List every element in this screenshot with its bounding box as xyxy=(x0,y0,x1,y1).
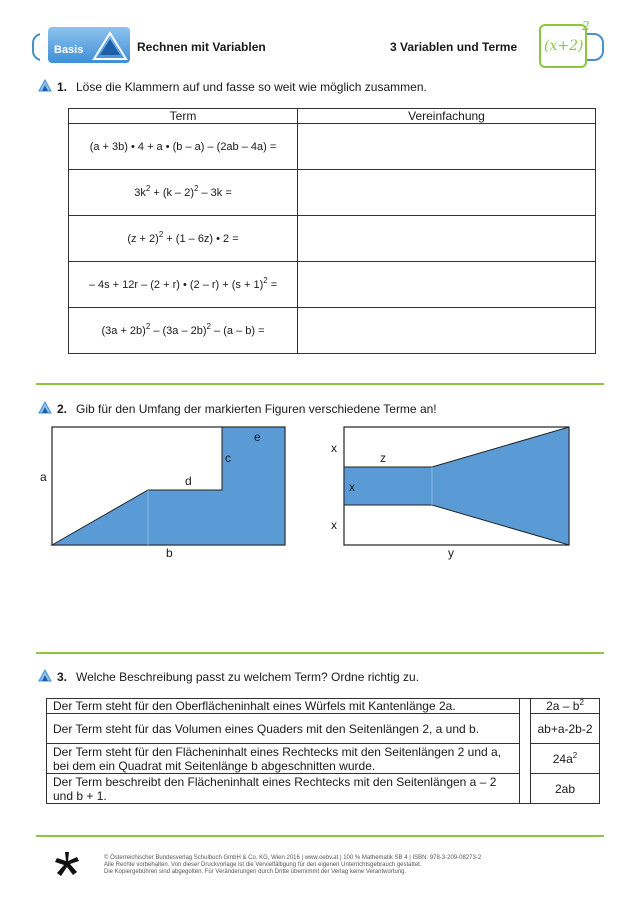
fig2-label-x-top: x xyxy=(331,441,337,455)
table-row xyxy=(69,216,596,262)
description-cell: Der Term steht für den Flächeninhalt eines Rechtecks mit den Seitenlängen 2 und a, bei dem ein Quadrat mit Seitenlänge b abgeschnitten wurde. xyxy=(47,744,520,774)
table-row xyxy=(69,262,596,308)
table-row xyxy=(47,774,600,804)
term-cell: $(3a + 2b)^2 - (3a - 2b)^2 - (a - b)$ = xyxy=(69,308,298,354)
answer-field[interactable] xyxy=(298,262,596,308)
table-row xyxy=(69,308,596,354)
task1-table xyxy=(68,108,596,354)
answer-field[interactable] xyxy=(298,308,596,354)
fig1-label-d: d xyxy=(185,474,192,488)
term-cell: $(z + 2)^2 + (1 - 6z)$ • 2 = xyxy=(69,216,298,262)
figure-2-shaded-region xyxy=(344,427,569,545)
answer-field[interactable] xyxy=(298,216,596,262)
chapter-title: 3 Variablen und Terme xyxy=(390,40,518,54)
table-row xyxy=(69,170,596,216)
table-row xyxy=(69,124,596,170)
formula-logo-exponent: 2 xyxy=(582,19,590,33)
description-cell: Der Term steht für das Volumen eines Quaders mit den Seitenlängen 2, a und b. xyxy=(47,714,520,744)
task1-number: 1. xyxy=(57,80,68,94)
fig2-label-x-bottom: x xyxy=(331,518,337,532)
answer-field[interactable] xyxy=(298,170,596,216)
matching-column[interactable] xyxy=(520,699,531,804)
formula-logo-text: (x+2) xyxy=(544,38,584,54)
section-divider xyxy=(36,383,604,385)
basis-level-icon xyxy=(38,401,52,414)
footer-copyright xyxy=(104,855,564,876)
fig1-label-b: b xyxy=(166,546,173,560)
footer-line-1: © Österreichischer Bundesverlag Schulbuch GmbH & Co. KG, Wien 2016 | www.oebv.at | 100 % Mathematik SB 4 | ISBN: 978-3-209-08273-2 xyxy=(104,855,482,861)
fig1-label-e: e xyxy=(254,430,261,444)
page-title: Rechnen mit Variablen xyxy=(137,40,266,54)
fig2-label-z: z xyxy=(380,451,386,465)
fig1-label-a: a xyxy=(40,470,47,484)
term-cell: (a + 3b) • 4 + a • (b – a) – (2ab – 4a) = xyxy=(69,124,298,170)
term-cell: ab+a-2b-2 xyxy=(531,714,600,744)
task3-matching-table xyxy=(46,698,600,804)
col-simplification-header: Vereinfachung xyxy=(298,109,596,124)
basis-label: Basis xyxy=(54,44,84,56)
footer-line-2: Alle Rechte vorbehalten. Von dieser Druckvorlage ist die Vervielfältigung für den eigenen Unterrichtsgebrauch gestattet. xyxy=(104,862,422,868)
answer-field[interactable] xyxy=(298,124,596,170)
term-cell: $2a - b^2$ xyxy=(531,699,600,714)
term-cell: – 4s + 12r – (2 + r) • $(2 - r) + (s + 1)^2$ = xyxy=(69,262,298,308)
publisher-logo-icon xyxy=(52,850,82,880)
table-row xyxy=(47,744,600,774)
section-divider xyxy=(36,652,604,654)
description-cell: Der Term beschreibt den Flächeninhalt eines Rechtecks mit den Seitenlängen a – 2 und b + 1. xyxy=(47,774,520,804)
task2-instruction: Gib für den Umfang der markierten Figuren verschiedene Terme an! xyxy=(76,402,437,416)
table-row xyxy=(47,699,600,714)
basis-level-icon xyxy=(38,79,52,92)
term-cell: 2ab xyxy=(531,774,600,804)
task1-instruction: Löse die Klammern auf und fasse so weit wie möglich zusammen. xyxy=(76,80,427,94)
description-cell: Der Term steht für den Oberflächeninhalt eines Würfels mit Kantenlänge 2a. xyxy=(47,699,520,714)
task3-number: 3. xyxy=(57,670,68,684)
term-cell: $24a^2$ xyxy=(531,744,600,774)
figure-2 xyxy=(340,422,572,548)
footer-line-3: Die Kopiergebühren sind abgegolten. Für Veränderungen durch Dritte übernimmt der Verlag keine Verantwortung. xyxy=(104,869,407,875)
figure-1-shaded-region xyxy=(52,427,285,545)
col-term-header: Term xyxy=(69,109,298,124)
fig2-label-x-mid: x xyxy=(349,480,355,494)
fig2-label-y: y xyxy=(448,546,454,560)
basis-level-icon xyxy=(38,669,52,682)
section-divider xyxy=(36,835,604,837)
term-cell: $3k^2 + (k - 2)^2 - 3k$ = xyxy=(69,170,298,216)
task2-number: 2. xyxy=(57,402,68,416)
fig1-label-c: c xyxy=(225,451,231,465)
task3-instruction: Welche Beschreibung passt zu welchem Term? Ordne richtig zu. xyxy=(76,670,420,684)
table-row xyxy=(47,714,600,744)
